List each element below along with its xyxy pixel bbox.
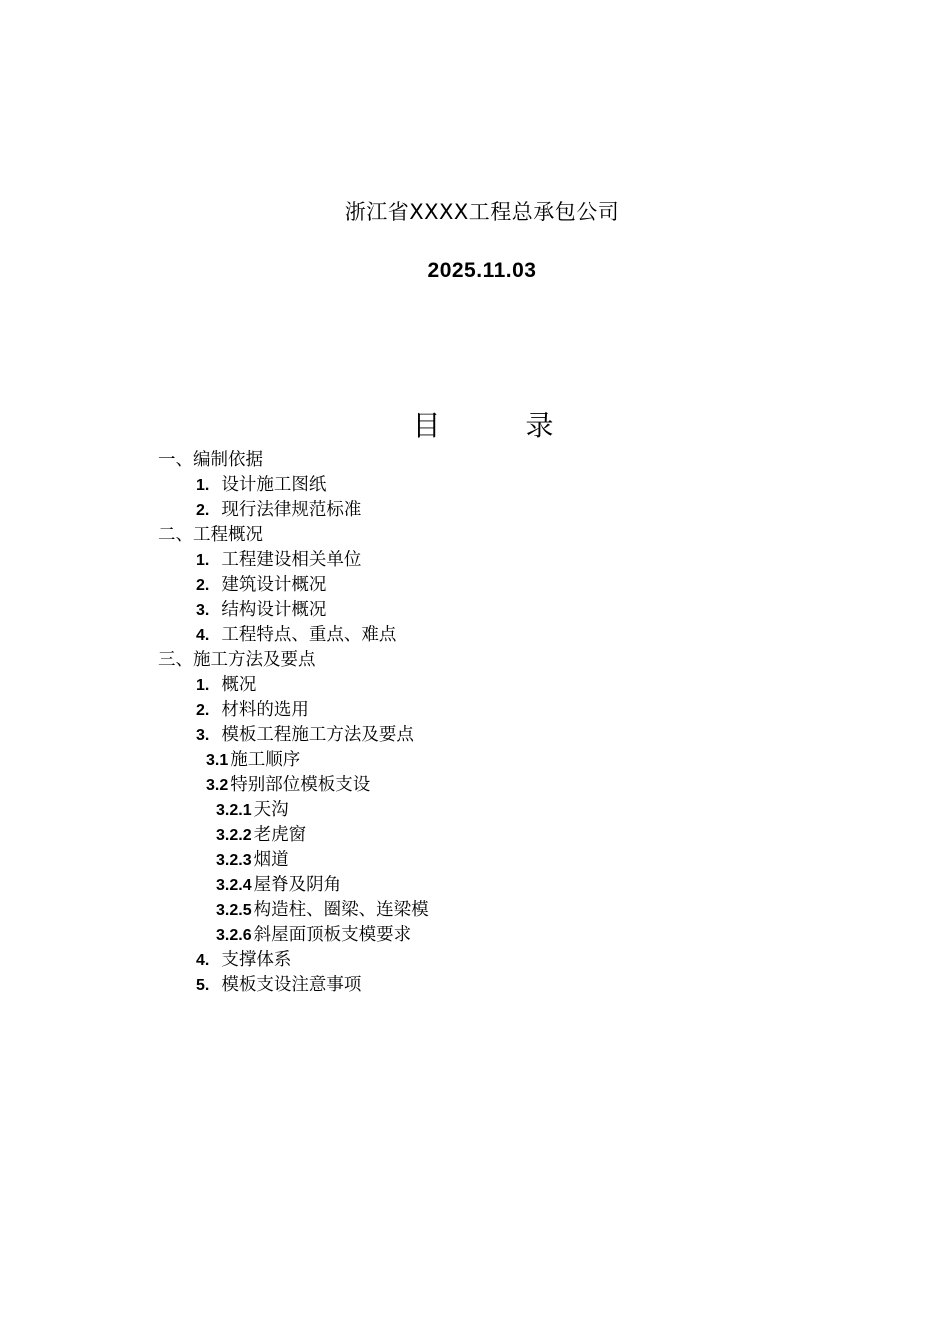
toc-item-text: 天沟: [253, 800, 289, 820]
toc-title: 目 录: [412, 409, 592, 442]
document-date: 2025.11.03: [427, 259, 537, 282]
toc-item[interactable]: [196, 948, 291, 973]
toc-item-number: 3.2: [206, 777, 229, 794]
toc-item[interactable]: [196, 973, 361, 998]
toc-item[interactable]: [216, 898, 429, 923]
toc-item[interactable]: [196, 598, 326, 623]
toc-item-number: 4.: [196, 627, 210, 644]
toc-item-text: 工程特点、重点、难点: [221, 625, 397, 645]
toc-item-text: 现行法律规范标准: [221, 500, 362, 520]
toc-item[interactable]: [158, 523, 263, 548]
toc-item-number: 5.: [196, 977, 210, 994]
toc-item-text: 结构设计概况: [221, 600, 327, 620]
toc-item[interactable]: [158, 648, 316, 673]
toc-item-text: 构造柱、圈梁、连梁模: [253, 900, 429, 920]
toc-item-text: 烟道: [253, 850, 289, 870]
toc-item-number: 3.2.1: [216, 802, 252, 819]
toc-item-text: 斜屋面顶板支模要求: [253, 925, 412, 945]
toc-item-number: 1.: [196, 552, 210, 569]
toc-item-text: 老虎窗: [253, 825, 307, 845]
toc-item-number: 3.: [196, 727, 210, 744]
toc-item[interactable]: [216, 923, 411, 948]
toc-item-text: 二、工程概况: [158, 525, 263, 545]
toc-item[interactable]: [216, 848, 289, 873]
toc-item-number: 2.: [196, 502, 210, 519]
toc-item-text: 概况: [221, 675, 257, 695]
toc-item[interactable]: [196, 698, 309, 723]
toc-item-text: 特别部位模板支设: [230, 775, 371, 795]
toc-item-number: 3.2.4: [216, 877, 252, 894]
toc-item-text: 三、施工方法及要点: [158, 650, 316, 670]
toc-item-number: 2.: [196, 577, 210, 594]
company-name: 浙江省XXXX工程总承包公司: [344, 200, 620, 224]
toc-item[interactable]: [196, 498, 361, 523]
toc-item-text: 模板工程施工方法及要点: [221, 725, 414, 745]
toc-item[interactable]: [216, 873, 341, 898]
toc-item[interactable]: [196, 573, 326, 598]
toc-item-number: 3.2.2: [216, 827, 252, 844]
toc-item[interactable]: [216, 823, 306, 848]
toc-item[interactable]: [196, 548, 361, 573]
toc-item-text: 一、编制依据: [158, 450, 263, 470]
toc-item[interactable]: [196, 623, 396, 648]
toc-item-text: 材料的选用: [221, 700, 309, 720]
toc-item-text: 模板支设注意事项: [221, 975, 362, 995]
toc-item-number: 3.2.6: [216, 927, 252, 944]
toc-item-number: 4.: [196, 952, 210, 969]
toc-item-text: 施工顺序: [230, 750, 301, 770]
toc-item[interactable]: [196, 673, 256, 698]
toc-item[interactable]: [216, 798, 289, 823]
toc-item-number: 1.: [196, 677, 210, 694]
toc-item-number: 1.: [196, 477, 210, 494]
toc-item-number: 2.: [196, 702, 210, 719]
toc-item-number: 3.1: [206, 752, 229, 769]
toc-item-number: 3.2.5: [216, 902, 252, 919]
toc-item[interactable]: [196, 723, 414, 748]
toc-item-text: 建筑设计概况: [221, 575, 327, 595]
toc-item[interactable]: [158, 448, 263, 473]
toc-item[interactable]: [206, 748, 300, 773]
toc-item-number: 3.: [196, 602, 210, 619]
toc-item-text: 工程建设相关单位: [221, 550, 362, 570]
toc-item[interactable]: [206, 773, 370, 798]
toc-item-text: 设计施工图纸: [221, 475, 327, 495]
toc-item[interactable]: [196, 473, 326, 498]
toc-item-text: 屋脊及阴角: [253, 875, 342, 895]
toc-item-number: 3.2.3: [216, 852, 252, 869]
toc-item-text: 支撑体系: [221, 950, 292, 970]
